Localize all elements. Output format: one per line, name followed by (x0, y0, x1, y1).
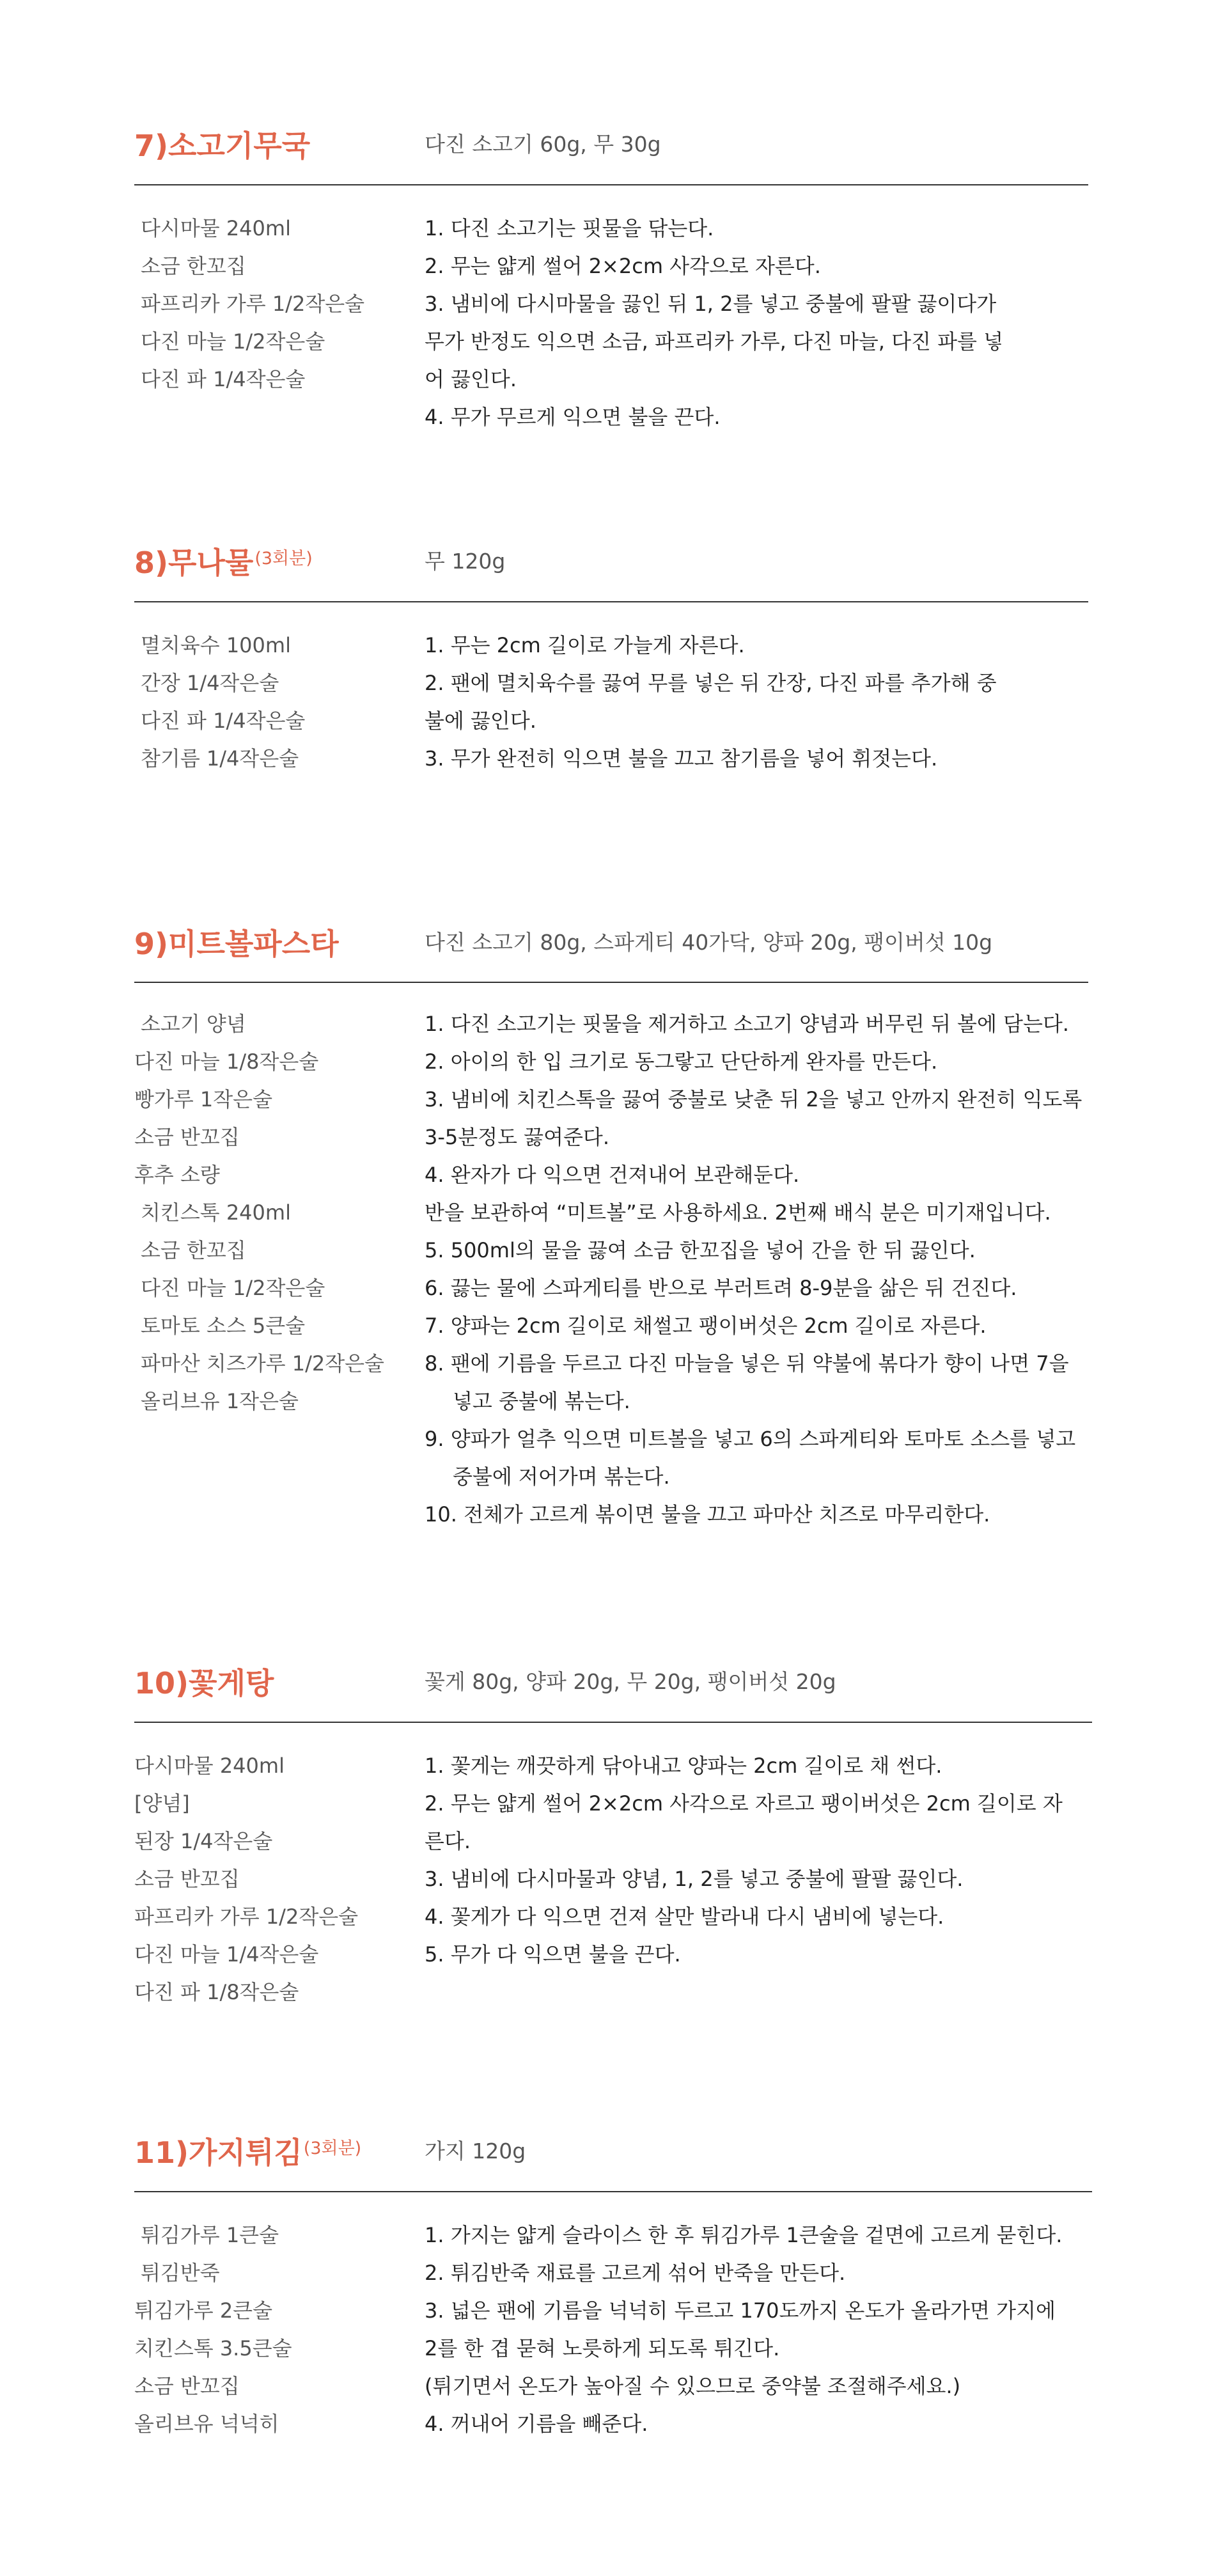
ingredient-item: 참기름 1/4작은술 (141, 746, 299, 771)
ingredient-item: 파마산 치즈가루 1/2작은술 (141, 1351, 384, 1376)
step-line: 3. 넓은 팬에 기름을 넉넉히 두르고 170도까지 온도가 올라가면 가지에 (425, 2298, 1056, 2323)
ingredient-item: 치킨스톡 240ml (141, 1200, 291, 1225)
step-line: 9. 양파가 얼추 익으면 미트볼을 넣고 6의 스파게티와 토마토 소스를 넣고 (425, 1427, 1076, 1451)
step-line: 1. 무는 2cm 길이로 가늘게 자른다. (425, 633, 745, 657)
ingredient-item: [양념] (134, 1791, 190, 1816)
ingredient-list (134, 210, 364, 398)
ingredient-item: 다진 마늘 1/4작은술 (134, 1942, 319, 1967)
main-ingredients: 무 120g (425, 549, 506, 574)
ingredient-list (134, 1747, 358, 2011)
step-line: 넣고 중불에 볶는다. (453, 1389, 630, 1413)
ingredient-item: 빵가루 1작은술 (134, 1087, 273, 1111)
ingredient-item: 치킨스톡 3.5큰술 (134, 2336, 292, 2360)
ingredient-list (134, 2217, 292, 2443)
step-line: 5. 500ml의 물을 끓여 소금 한꼬집을 넣어 간을 한 뒤 끓인다. (425, 1238, 976, 1262)
step-line: 3. 냄비에 치킨스톡을 끓여 중불로 낮춘 뒤 2을 넣고 안까지 완전히 익도록 (425, 1087, 1082, 1111)
step-line: 2. 아이의 한 입 크기로 동그랗고 단단하게 완자를 만든다. (425, 1049, 938, 1074)
step-line: 무가 반정도 익으면 소금, 파프리카 가루, 다진 마늘, 다진 파를 넣 (425, 329, 1004, 354)
servings-badge: (3회분) (254, 549, 313, 569)
ingredient-item: 소금 한꼬집 (141, 254, 246, 278)
ingredient-item: 다진 마늘 1/2작은술 (141, 329, 325, 354)
ingredient-item: 후추 소량 (134, 1163, 220, 1187)
ingredient-list (134, 627, 305, 778)
step-line: 불에 끓인다. (425, 709, 536, 733)
servings-badge: (3회분) (303, 2139, 362, 2158)
recipe-title: 8)무나물$^{(3회분)}$ (134, 546, 313, 580)
ingredient-item: 간장 1/4작은술 (141, 671, 279, 695)
step-list (425, 2217, 1062, 2443)
ingredient-item: 다진 마늘 1/2작은술 (141, 1276, 325, 1300)
step-line: 3. 냄비에 다시마물과 양념, 1, 2를 넣고 중불에 팔팔 끓인다. (425, 1867, 964, 1891)
ingredient-item: 소고기 양념 (141, 1012, 246, 1036)
step-line: 7. 양파는 2cm 길이로 채썰고 팽이버섯은 2cm 길이로 자른다. (425, 1314, 987, 1338)
section-divider (134, 982, 1088, 983)
recipe-title: 11)가지튀김$^{(3회분)}$ (134, 2135, 362, 2170)
section-divider (134, 2191, 1092, 2192)
step-line: 4. 무가 무르게 익으면 불을 끈다. (425, 405, 721, 429)
step-line: (튀기면서 온도가 높아질 수 있으므로 중약불 조절해주세요.) (425, 2374, 961, 2398)
main-ingredients: 다진 소고기 80g, 스파게티 40가닥, 양파 20g, 팽이버섯 10g (425, 930, 993, 955)
ingredient-item: 올리브유 1작은술 (141, 1389, 299, 1413)
ingredient-item: 다진 파 1/8작은술 (134, 1980, 299, 2004)
ingredient-item: 된장 1/4작은술 (134, 1829, 273, 1853)
section-divider (134, 1722, 1092, 1723)
step-line: 4. 완자가 다 익으면 건져내어 보관해둔다. (425, 1163, 800, 1187)
ingredient-item: 소금 반꼬집 (134, 1867, 240, 1891)
step-line: 5. 무가 다 익으면 불을 끈다. (425, 1942, 681, 1967)
ingredient-item: 파프리카 가루 1/2작은술 (134, 1905, 359, 1929)
step-line: 10. 전체가 고르게 볶이면 불을 끄고 파마산 치즈로 마무리한다. (425, 1502, 990, 1527)
section-divider (134, 184, 1088, 185)
ingredient-item: 멸치육수 100ml (141, 633, 291, 657)
step-line: 3-5분정도 끓여준다. (425, 1125, 609, 1149)
step-line: 2. 무는 얇게 썰어 2×2cm 사각으로 자른다. (425, 254, 821, 278)
section-divider (134, 601, 1088, 602)
step-line: 4. 꽃게가 다 익으면 건져 살만 발라내 다시 냄비에 넣는다. (425, 1905, 944, 1929)
ingredient-item: 소금 반꼬집 (134, 2374, 240, 2398)
step-line: 3. 무가 완전히 익으면 불을 끄고 참기름을 넣어 휘젓는다. (425, 746, 938, 771)
step-list (425, 1005, 1082, 1534)
ingredient-item: 다시마물 240ml (141, 216, 291, 240)
ingredient-item: 소금 반꼬집 (134, 1125, 240, 1149)
step-line: 중불에 저어가며 볶는다. (453, 1465, 670, 1489)
step-line: 1. 꽃게는 깨끗하게 닦아내고 양파는 2cm 길이로 채 썬다. (425, 1754, 942, 1778)
recipe-title: 10)꽃게탕 (134, 1666, 274, 1700)
step-line: 1. 가지는 얇게 슬라이스 한 후 튀김가루 1큰술을 겉면에 고르게 묻힌다. (425, 2223, 1063, 2247)
ingredient-item: 다진 파 1/4작은술 (141, 367, 306, 391)
ingredient-item: 토마토 소스 5큰술 (141, 1314, 306, 1338)
step-line: 2를 한 겹 묻혀 노릇하게 되도록 튀긴다. (425, 2336, 780, 2360)
recipe-title: 7)소고기무국 (134, 129, 311, 163)
ingredient-item: 소금 한꼬집 (141, 1238, 246, 1262)
step-line: 1. 다진 소고기는 핏물을 닦는다. (425, 216, 714, 240)
step-list (425, 210, 1003, 436)
ingredient-item: 다진 파 1/4작은술 (141, 709, 306, 733)
ingredient-item: 올리브유 넉넉히 (134, 2412, 279, 2436)
step-line: 반을 보관하여 “미트볼”로 사용하세요. 2번째 배식 분은 미기재입니다. (425, 1200, 1051, 1225)
step-list (425, 1747, 1063, 1974)
ingredient-list (134, 1005, 384, 1420)
recipe-title: 9)미트볼파스타 (134, 927, 339, 961)
step-list (425, 627, 996, 778)
main-ingredients: 다진 소고기 60g, 무 30g (425, 132, 661, 157)
step-line: 4. 꺼내어 기름을 빼준다. (425, 2412, 648, 2436)
ingredient-item: 튀김반죽 (141, 2261, 220, 2285)
main-ingredients: 가지 120g (425, 2139, 526, 2164)
main-ingredients: 꽃게 80g, 양파 20g, 무 20g, 팽이버섯 20g (425, 1669, 836, 1694)
ingredient-item: 다진 마늘 1/8작은술 (134, 1049, 319, 1074)
ingredient-item: 다시마물 240ml (134, 1754, 285, 1778)
ingredient-item: 파프리카 가루 1/2작은술 (141, 292, 365, 316)
step-line: 2. 튀김반죽 재료를 고르게 섞어 반죽을 만든다. (425, 2261, 846, 2285)
step-line: 른다. (425, 1829, 471, 1853)
step-line: 2. 팬에 멸치육수를 끓여 무를 넣은 뒤 간장, 다진 파를 추가해 중 (425, 671, 997, 695)
step-line: 8. 팬에 기름을 두르고 다진 마늘을 넣은 뒤 약불에 볶다가 향이 나면 7을 (425, 1351, 1069, 1376)
step-line: 1. 다진 소고기는 핏물을 제거하고 소고기 양념과 버무린 뒤 볼에 담는다. (425, 1012, 1069, 1036)
ingredient-item: 튀김가루 2큰술 (134, 2298, 273, 2323)
step-line: 6. 끓는 물에 스파게티를 반으로 부러트려 8-9분을 삶은 뒤 건진다. (425, 1276, 1017, 1300)
step-line: 3. 냄비에 다시마물을 끓인 뒤 1, 2를 넣고 중불에 팔팔 끓이다가 (425, 292, 997, 316)
step-line: 어 끓인다. (425, 367, 517, 391)
ingredient-item: 튀김가루 1큰술 (141, 2223, 279, 2247)
step-line: 2. 무는 얇게 썰어 2×2cm 사각으로 자르고 팽이버섯은 2cm 길이로 자 (425, 1791, 1063, 1816)
